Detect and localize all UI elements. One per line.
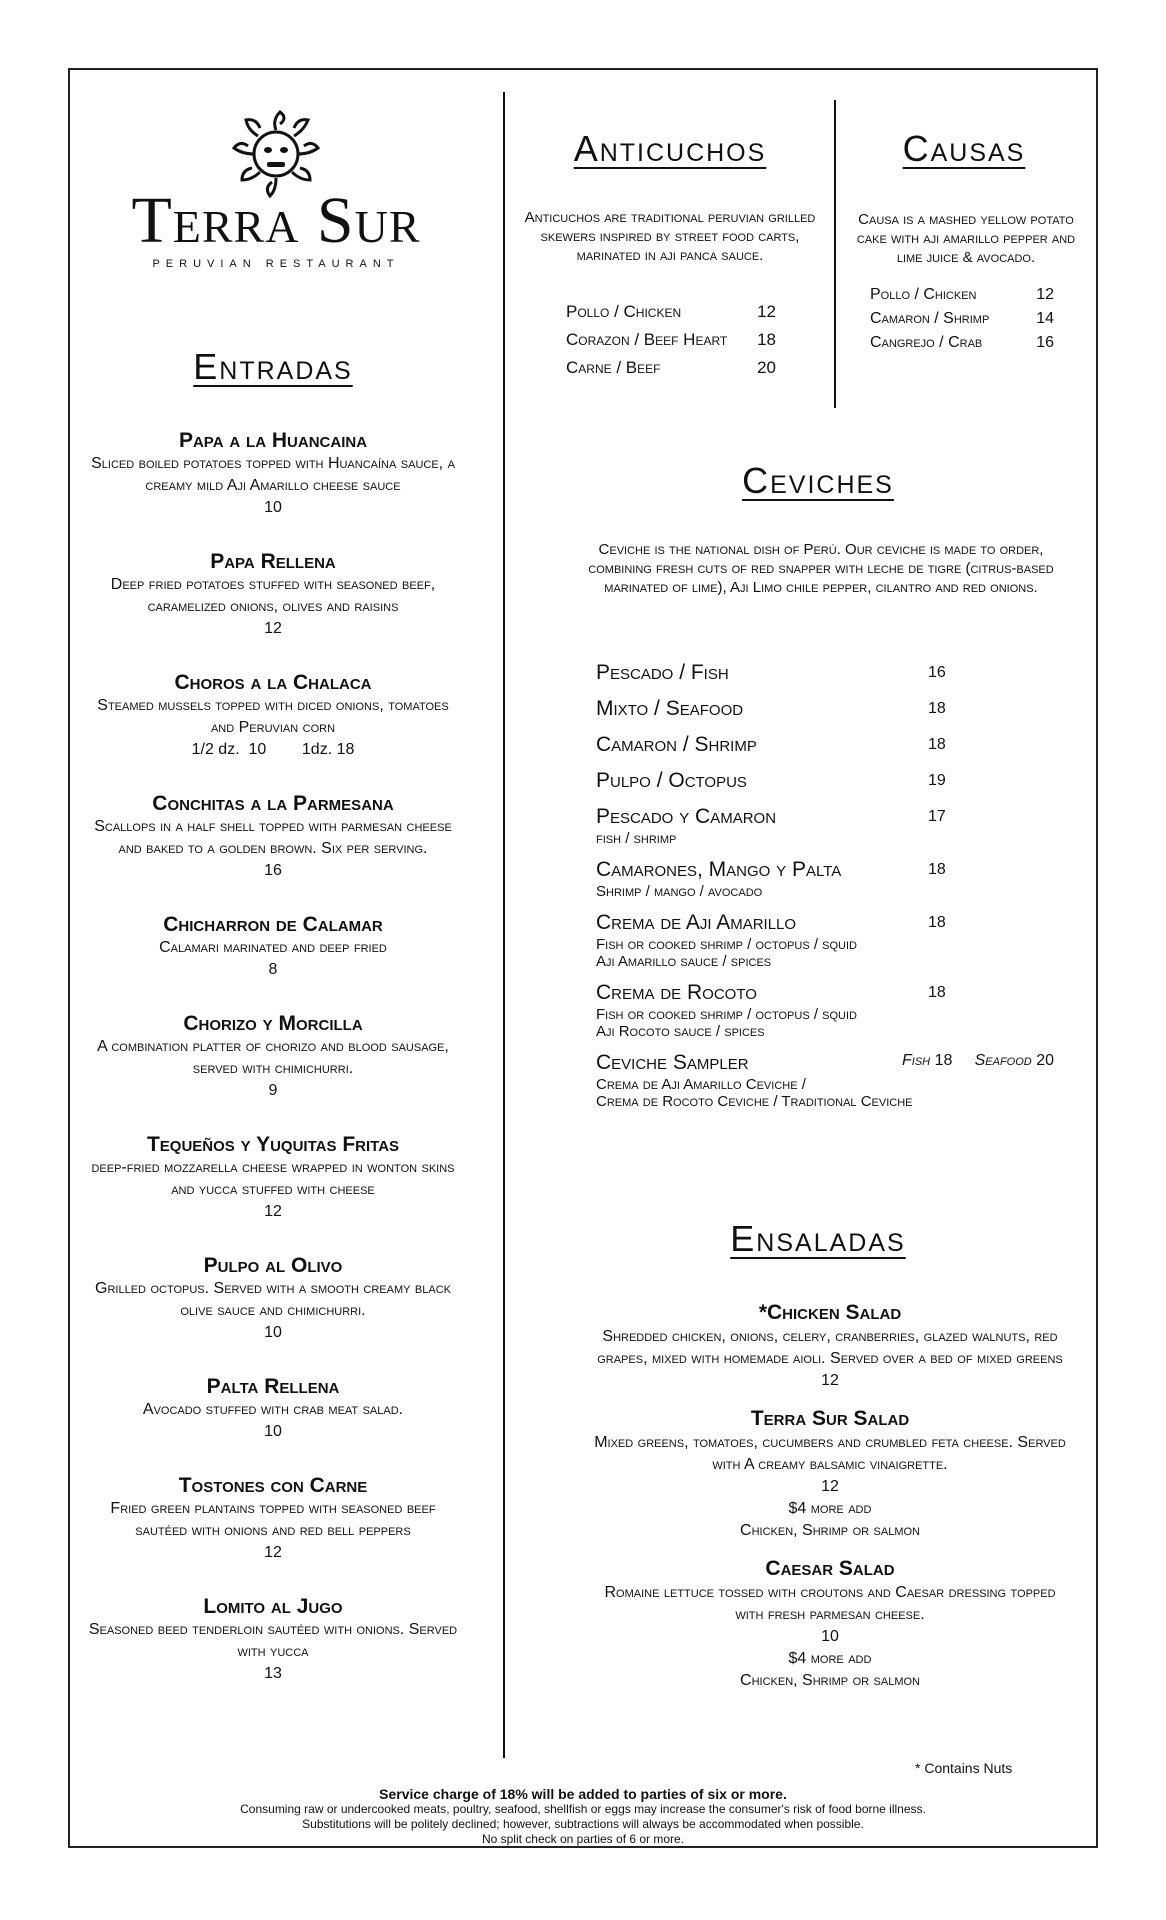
ceviche-sub: Crema de Rocoto Ceviche / Traditional Ceviche [596, 1093, 913, 1110]
dish-name: Conchitas a la Parmesana [152, 792, 394, 815]
seafood-price: 20 [1036, 1052, 1054, 1069]
entradas-title: Entradas [193, 346, 353, 387]
dish-item [88, 1011, 458, 1102]
item-price: 20 [757, 358, 776, 377]
dish-name: Palta Rellena [206, 1375, 340, 1398]
dish-price: 16 [264, 862, 282, 879]
anticuchos-intro: Anticuchos are traditional peruvian grilled skewers inspired by street food carts, marinated in aji panca sauce. [524, 209, 816, 264]
anticuchos-title: Anticuchos [573, 128, 767, 169]
ceviche-item [596, 857, 1066, 900]
ceviche-sub: Aji Amarillo sauce / spices [596, 953, 772, 970]
ceviche-name: Pescado y Camaron [596, 805, 777, 828]
ensaladas-title: Ensaladas [730, 1218, 906, 1259]
dish-name: Tequeños y Yuquitas Fritas [146, 1133, 400, 1156]
dish-price: 1/2 dz. 10 1dz. 18 [191, 741, 355, 758]
ceviche-list [596, 660, 1066, 1120]
salad-name: Terra Sur Salad [750, 1407, 910, 1430]
salad-item [590, 1300, 1070, 1392]
dish-item [88, 912, 458, 981]
dish-desc: Calamari marinated and deep fried [159, 939, 387, 956]
item-price: 12 [1036, 286, 1054, 303]
salad-name: *Chicken Salad [758, 1301, 902, 1324]
dish-desc: Steamed mussels topped with diced onions, tomatoes and Peruvian corn [97, 697, 449, 736]
dish-item [88, 1473, 458, 1564]
ceviche-sub: Fish or cooked shrimp / octopus / squid [596, 936, 857, 953]
item-name: Corazon / Beef Heart [566, 330, 728, 349]
salad-item [590, 1556, 1070, 1692]
ceviche-price: 17 [928, 808, 946, 825]
ceviche-price: 18 [928, 861, 946, 878]
price-row [870, 334, 1054, 358]
dish-name: Chicharron de Calamar [163, 913, 383, 936]
causas-intro: Causa is a mashed yellow potato cake with aji amarillo pepper and lime juice & avocado. [856, 211, 1076, 266]
footer-split-check: No split check on parties of 6 or more. [481, 1832, 685, 1846]
dish-item [88, 1374, 458, 1443]
dish-name: Lomito al Jugo [203, 1595, 343, 1618]
footer [70, 1787, 1096, 1847]
ceviche-item [596, 980, 1066, 1040]
dish-price: 8 [268, 961, 278, 978]
item-price: 12 [757, 302, 776, 321]
salad-item [590, 1406, 1070, 1542]
entradas-list [88, 428, 458, 1715]
salad-name: Caesar Salad [765, 1557, 895, 1580]
item-name: Cangrejo / Crab [870, 334, 983, 351]
dish-price: 10 [264, 1324, 282, 1341]
salad-price: 10 [821, 1628, 839, 1645]
ceviche-name: Mixto / Seafood [596, 697, 744, 720]
ceviche-sub: Shrimp / mango / avocado [596, 883, 763, 900]
dish-desc: Avocado stuffed with crab meat salad. [142, 1401, 404, 1418]
dish-name: Papa Rellena [210, 550, 336, 573]
ceviche-item [596, 910, 1066, 970]
fish-label: Fish [902, 1052, 931, 1069]
salad-addon: Chicken, Shrimp or salmon [740, 1672, 920, 1689]
ceviche-name: Camarones, Mango y Palta [596, 858, 842, 881]
dish-desc: Deep fried potatoes stuffed with seasoned beef, caramelized onions, olives and raisins [110, 576, 436, 615]
dish-price: 10 [264, 499, 282, 516]
salad-desc: Shredded chicken, onions, celery, cranberries, glazed walnuts, red grapes, mixed with homemade aioli. Served over a bed of mixed greens [597, 1328, 1063, 1367]
dish-name: Tostones con Carne [178, 1474, 368, 1497]
item-price: 14 [1036, 310, 1054, 327]
anticuchos-prices [566, 302, 776, 386]
causas-prices [870, 286, 1054, 358]
causas-title: Causas [902, 128, 1026, 169]
dish-name: Choros a la Chalaca [174, 671, 372, 694]
dish-desc: Sliced boiled potatoes topped with Huancaína sauce, a creamy mild Aji Amarillo cheese sauce [91, 455, 455, 494]
item-name: Pollo / Chicken [566, 302, 682, 321]
salad-list [590, 1300, 1070, 1706]
seafood-label: Seafood [974, 1052, 1032, 1069]
dish-desc: Fried green plantains topped with seasoned beef sautéed with onions and red bell peppers [110, 1500, 436, 1539]
ceviches-intro: Ceviche is the national dish of Perú. Our ceviche is made to order, combining fresh cuts of red snapper with leche de tigre (citrus-based marinated of lime), Aji Limo chile pepper, cilantro and red onions. [588, 541, 1054, 596]
price-row [566, 330, 776, 358]
salad-price: 12 [821, 1372, 839, 1389]
footer-service-charge: Service charge of 18% will be added to parties of six or more. [379, 1786, 787, 1802]
dish-item [88, 670, 458, 761]
ceviche-price: 18 [928, 984, 946, 1001]
dish-item [88, 1253, 458, 1344]
ceviche-item [596, 732, 1066, 758]
item-price: 18 [757, 330, 776, 349]
price-row [870, 310, 1054, 334]
ceviche-price: 19 [928, 772, 946, 789]
salad-addon: $4 more add [788, 1650, 872, 1667]
logo-name: Terra Sur [131, 184, 421, 257]
dish-desc: deep-fried mozzarella cheese wrapped in wonton skins and yucca stuffed with cheese [91, 1159, 455, 1198]
ceviche-item [596, 660, 1066, 686]
dish-price: 12 [264, 1544, 282, 1561]
dish-name: Papa a la Huancaina [178, 429, 368, 452]
price-row [870, 286, 1054, 310]
salad-desc: Mixed greens, tomatoes, cucumbers and crumbled feta cheese. Served with A creamy balsamic vinaigrette. [594, 1434, 1066, 1473]
dish-price: 10 [264, 1423, 282, 1440]
salad-addon: $4 more add [788, 1500, 872, 1517]
salad-desc: Romaine lettuce tossed with croutons and Caesar dressing topped with fresh parmesan cheese. [604, 1584, 1056, 1623]
ceviche-sampler [596, 1050, 1066, 1110]
dish-price: 9 [268, 1082, 278, 1099]
price-row [566, 302, 776, 330]
dish-price: 13 [264, 1665, 282, 1682]
ceviche-price: 18 [928, 736, 946, 753]
dish-item [88, 549, 458, 640]
footer-substitutions: Substitutions will be politely declined; however, subtractions will always be accommodated when possible. [302, 1817, 864, 1831]
ceviche-sub: Crema de Aji Amarillo Ceviche / [596, 1076, 806, 1093]
logo-tagline: PERUVIAN RESTAURANT [152, 258, 400, 270]
salad-addon: Chicken, Shrimp or salmon [740, 1522, 920, 1539]
item-price: 16 [1036, 334, 1054, 351]
item-name: Camaron / Shrimp [870, 310, 990, 327]
dish-item [88, 791, 458, 882]
dish-name: Pulpo al Olivo [203, 1254, 343, 1277]
price-row [566, 358, 776, 386]
ceviche-name: Camaron / Shrimp [596, 733, 757, 756]
ceviche-item [596, 696, 1066, 722]
dish-desc: Grilled octopus. Served with a smooth creamy black olive sauce and chimichurri. [95, 1280, 451, 1319]
salad-price: 12 [821, 1478, 839, 1495]
item-name: Carne / Beef [566, 358, 661, 377]
ceviche-name: Crema de Aji Amarillo [596, 911, 797, 934]
ceviche-item [596, 804, 1066, 847]
column-divider-top [834, 100, 836, 408]
dish-item [88, 1594, 458, 1685]
nuts-footnote: * Contains Nuts [915, 1760, 1013, 1776]
fish-price: 18 [934, 1052, 953, 1069]
ceviche-sub: Fish or cooked shrimp / octopus / squid [596, 1006, 857, 1023]
dish-item [88, 428, 458, 519]
dish-desc: Seasoned beed tenderloin sautéed with onions. Served with yucca [88, 1621, 458, 1660]
ceviche-name: Crema de Rocoto [596, 981, 757, 1004]
column-divider-main [503, 92, 505, 1758]
dish-desc: A combination platter of chorizo and blood sausage, served with chimichurri. [97, 1038, 449, 1077]
item-name: Pollo / Chicken [870, 286, 977, 303]
ceviche-sub: Aji Rocoto sauce / spices [596, 1023, 765, 1040]
ceviche-price: 18 [928, 700, 946, 717]
dish-price: 12 [264, 1203, 282, 1220]
footer-warning: Consuming raw or undercooked meats, poultry, seafood, shellfish or eggs may increase the consumer's risk of food borne illness. [240, 1802, 926, 1816]
ceviches-title: Ceviches [742, 460, 894, 501]
ceviche-name: Pulpo / Octopus [596, 769, 747, 792]
dish-price: 12 [264, 620, 282, 637]
sampler-prices [902, 1052, 1054, 1070]
ceviche-name: Ceviche Sampler [596, 1051, 749, 1074]
ceviche-name: Pescado / Fish [596, 661, 729, 684]
dish-item [88, 1132, 458, 1223]
dish-name: Chorizo y Morcilla [183, 1012, 363, 1035]
ceviche-price: 16 [928, 664, 946, 681]
ceviche-sub: fish / shrimp [596, 830, 677, 847]
ceviche-price: 18 [928, 914, 946, 931]
ceviche-item [596, 768, 1066, 794]
dish-desc: Scallops in a half shell topped with parmesan cheese and baked to a golden brown. Six per serving. [94, 818, 452, 857]
